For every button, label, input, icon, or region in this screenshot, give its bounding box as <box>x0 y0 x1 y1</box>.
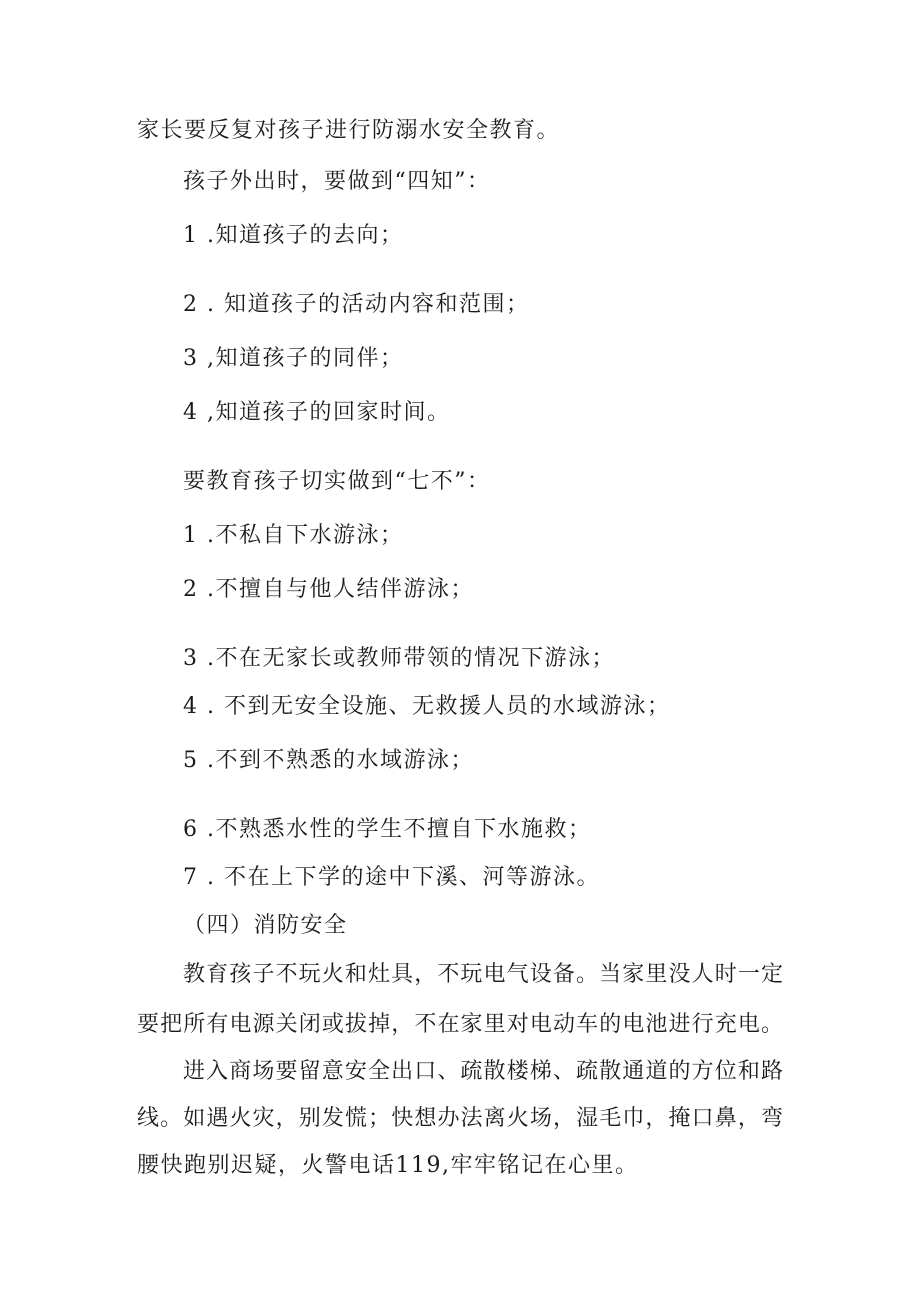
list-item-seven-not-2: 2 .不擅自与他人结伴游泳； <box>183 577 474 602</box>
paragraph-fire-1-line-2: 要把所有电源关闭或拔掉，不在家里对电动车的电池进行充电。 <box>137 1012 783 1037</box>
paragraph-line-2: 孩子外出时，要做到“四知”： <box>183 169 491 194</box>
section-heading-fire-safety: （四）消防安全 <box>183 913 348 938</box>
list-item-seven-not-4: 4 . 不到无安全设施、无救援人员的水域游泳； <box>183 694 671 719</box>
paragraph-fire-1-line-1: 教育孩子不玩火和灶具，不玩电气设备。当家里没人时一定 <box>183 962 783 987</box>
list-item-four-know-4: 4 ,知道孩子的回家时间。 <box>183 400 451 425</box>
paragraph-fire-2-line-2: 线。如遇火灾，别发慌；快想办法离火场，湿毛巾，掩口鼻，弯 <box>137 1106 783 1131</box>
paragraph-fire-2-line-1: 进入商场要留意安全出口、疏散楼梯、疏散通道的方位和路 <box>183 1059 783 1084</box>
list-item-seven-not-6: 6 .不熟悉水性的学生不擅自下水施救； <box>183 817 592 842</box>
paragraph-fire-2-line-3: 腰快跑别迟疑，火警电话119,牢牢铭记在心里。 <box>137 1153 639 1178</box>
list-item-four-know-3: 3 ,知道孩子的同伴； <box>183 346 404 371</box>
list-item-seven-not-1: 1 .不私自下水游泳； <box>183 523 404 548</box>
paragraph-line-1: 家长要反复对孩子进行防溺水安全教育。 <box>137 118 561 143</box>
list-item-seven-not-7: 7 . 不在上下学的途中下溪、河等游泳。 <box>183 865 600 890</box>
list-item-four-know-2: 2 . 知道孩子的活动内容和范围； <box>183 292 530 317</box>
list-item-seven-not-3: 3 .不在无家长或教师带领的情况下游泳； <box>183 646 615 671</box>
list-item-four-know-1: 1 .知道孩子的去向； <box>183 223 404 248</box>
list-item-seven-not-5: 5 .不到不熟悉的水域游泳； <box>183 748 474 773</box>
paragraph-seven-not-intro: 要教育孩子切实做到“七不”： <box>183 469 491 494</box>
